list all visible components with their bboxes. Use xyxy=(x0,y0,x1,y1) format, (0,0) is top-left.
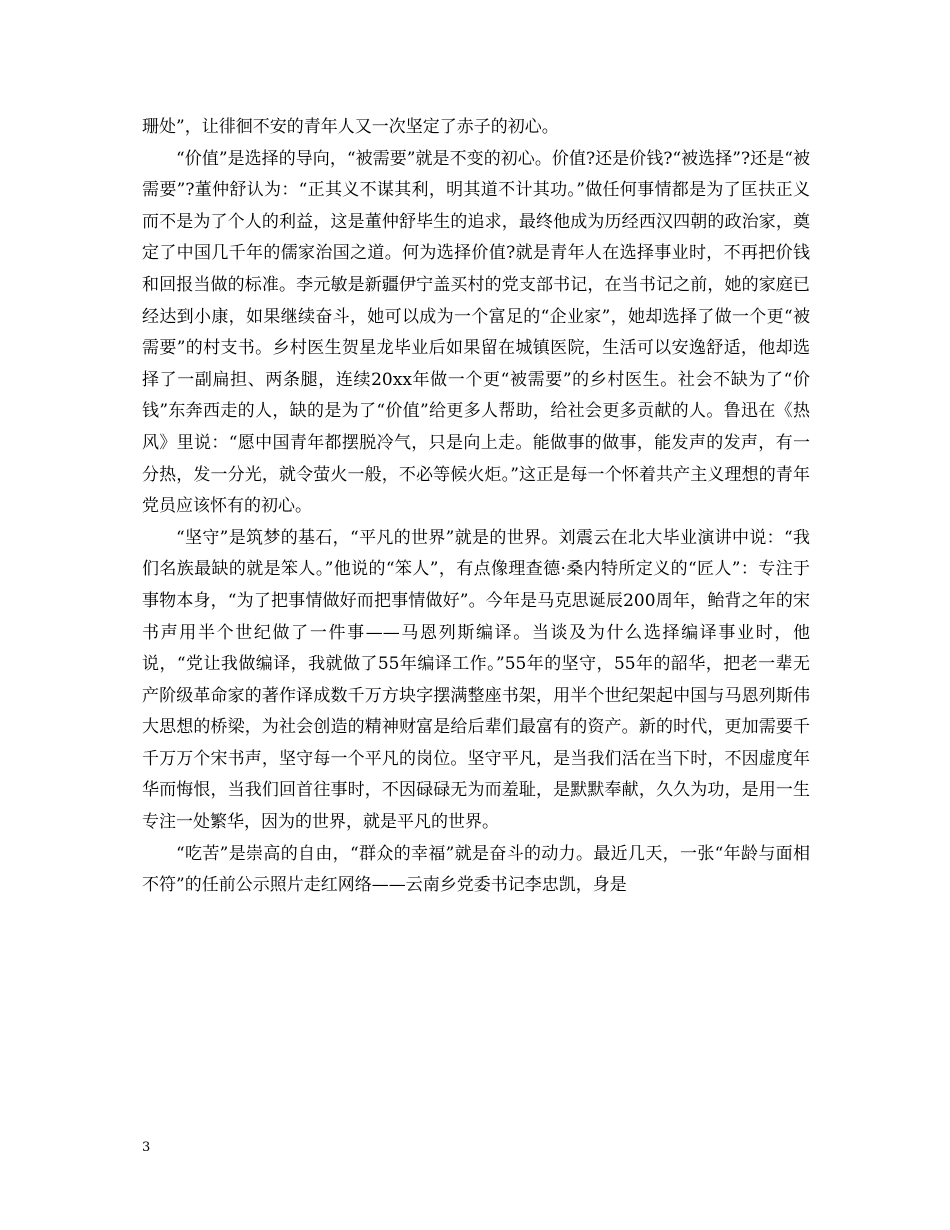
page-number: 3 xyxy=(142,1140,151,1155)
paragraph-continued: 珊处”，让徘徊不安的青年人又一次坚定了赤子的初心。 xyxy=(142,117,559,137)
paragraph-value: “价值”是选择的导向，“被需要”就是不变的初心。价值?还是价钱?“被选择”?还是“被需要”?董仲舒认为：“正其义不谋其利，明其道不计其功。”做任何事情都是为了匡扶正义而不是为了个人的利益，这是董仲舒毕生的追求，最终他成为历经西汉四朝的政治家，奠定了中国几千年的儒家治国之道。何为选择价值?就是青年人在选择事业时，不再把价钱和回报当做的标准。李元敏是新疆伊宁盖买村的党支部书记，在当书记之前，她的家庭已经达到小康，如果继续奋斗，她可以成为一个富足的“企业家”，她却选择了做一个更“被需要”的村支书。乡村医生贺星龙毕业后如果留在城镇医院，生活可以安逸舒适，他却选择了一副扁担、两条腿，连续20xx年做一个更“被需要”的乡村医生。社会不缺为了“价钱”东奔西走的人，缺的是为了“价值”给更多人帮助，给社会更多贡献的人。鲁迅在《热风》里说：“愿中国青年都摆脱冷气，只是向上走。能做事的做事，能发声的发声，有一分热，发一分光，就令萤火一般，不必等候火炬。”这正是每一个怀着共产主义理想的青年党员应该怀有的初心。 xyxy=(142,148,810,517)
paragraph-hardship: “吃苦”是崇高的自由，“群众的幸福”就是奋斗的动力。最近几天，一张“年龄与面相不符”的任前公示照片走红网络——云南乡党委书记李忠凯，身是 xyxy=(142,843,810,896)
paragraph-persistence: “坚守”是筑梦的基石，“平凡的世界”就是的世界。刘震云在北大毕业演讲中说：“我们名族最缺的就是笨人。”他说的“笨人”，有点像理查德·桑内特所定义的“匠人”：专注于事物本身，“为了把事情做好而把事情做好”。今年是马克思诞辰200周年，鲐背之年的宋书声用半个世纪做了一件事——马恩列斯编译。当谈及为什么选择编译事业时，他说，“党让我做编译，我就做了55年编译工作。”55年的坚守，55年的韶华，把老一辈无产阶级革命家的著作译成数千万方块字摆满整座书架，用半个世纪架起中国与马恩列斯伟大思想的桥梁，为社会创造的精神财富是给后辈们最富有的资产。新的时代，更加需要千千万万个宋书声，坚守每一个平凡的岗位。坚守平凡，是当我们活在当下时，不因虚度年华而悔恨，当我们回首往事时，不因碌碌无为而羞耻，是默默奉献，久久为功，是用一生专注一处繁华，因为的世界，就是平凡的世界。 xyxy=(142,527,810,833)
document-body xyxy=(142,112,810,902)
